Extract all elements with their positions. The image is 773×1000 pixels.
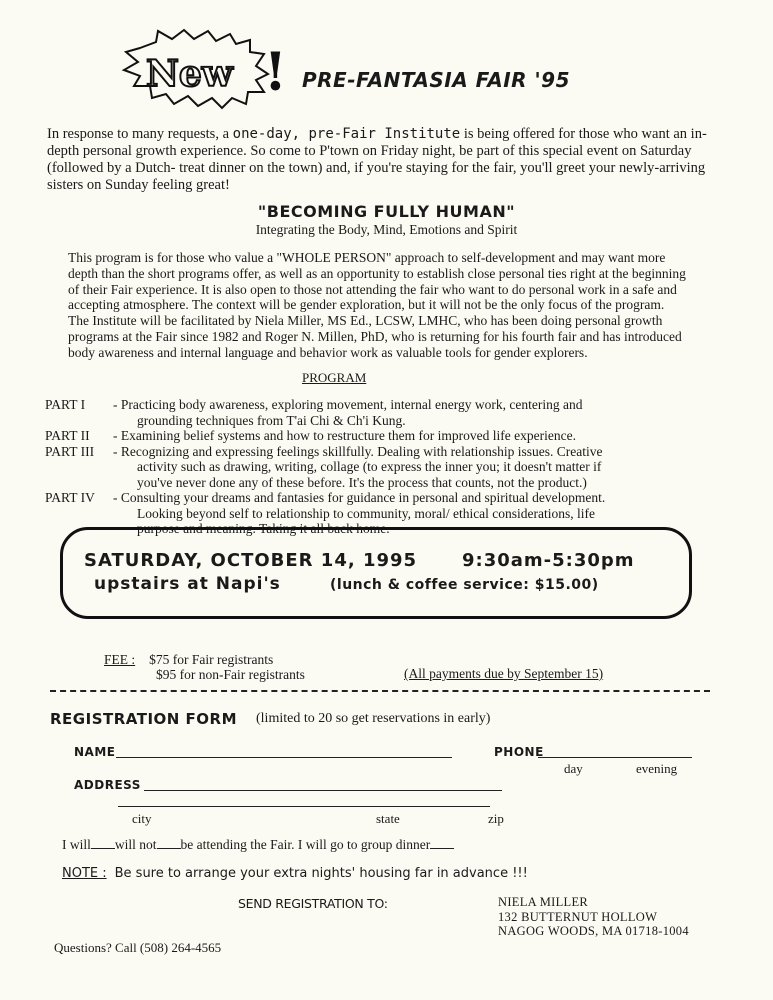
fee-block bbox=[104, 652, 305, 682]
part-label: PART IV bbox=[45, 490, 95, 505]
part-label: PART III bbox=[45, 443, 95, 459]
cut-line bbox=[50, 690, 710, 692]
intro-text-b: is being offered for those who want an in-depth personal growth experience. So come to P'town on Friday night, be part of this special event on Saturday (followed by a Dutch- treat dinner on the town) and, if you're staying for the fair, you'll greet your newly-arriving sisters on Sunday feeling great! bbox=[47, 126, 707, 193]
phone-evening-label: evening bbox=[636, 761, 678, 776]
city-label: city bbox=[132, 811, 152, 826]
registration-note: (limited to 20 so get reservations in early) bbox=[256, 711, 491, 726]
state-label: state bbox=[376, 811, 400, 826]
program-part-3 bbox=[45, 444, 685, 491]
part-line: Looking beyond self to relationship to community, moral/ ethical considerations, life bbox=[137, 505, 596, 521]
program-paragraph-2: The Institute will be facilitated by Niela Miller, MS Ed., LCSW, LMHC, who has been doing personal growth programs at the Fair since 1982 and Roger N. Millen, PhD, who is returning for his fourth fair and has introduced body awareness and internal language and behavior work as valuable tools for gender explorers. bbox=[68, 313, 682, 360]
questions-contact: Questions? Call (508) 264-4565 bbox=[54, 940, 222, 955]
program-parts bbox=[45, 397, 685, 537]
new-badge-text: New bbox=[146, 53, 233, 95]
phone-day-label: day bbox=[564, 761, 583, 776]
address-field-2[interactable] bbox=[118, 806, 490, 807]
payment-due: (All payments due by September 15) bbox=[404, 666, 604, 681]
mailing-address bbox=[498, 895, 689, 939]
exclaim-mark: ! bbox=[264, 42, 287, 103]
event-time: 9:30am-5:30pm bbox=[462, 550, 635, 571]
address-line-3: NAGOG WOODS, MA 01718-1004 bbox=[498, 924, 689, 938]
attend-will-not: will not bbox=[114, 837, 157, 852]
intro-highlight: one-day, pre-Fair Institute bbox=[232, 126, 461, 142]
part-label: PART I bbox=[45, 397, 86, 412]
address-field[interactable] bbox=[144, 790, 502, 791]
fee-label: FEE : bbox=[104, 652, 136, 667]
attend-will-not-blank[interactable] bbox=[157, 847, 181, 849]
part-line: activity such as drawing, writing, collage (to express the inner you; it doesn't matter if bbox=[137, 459, 602, 474]
part-line: - Examining belief systems and how to restructure them for improved life experience. bbox=[113, 428, 576, 443]
name-field[interactable] bbox=[116, 757, 452, 758]
event-date: SATURDAY, OCTOBER 14, 1995 bbox=[84, 550, 418, 571]
dinner-blank[interactable] bbox=[430, 847, 454, 849]
event-box bbox=[60, 527, 692, 619]
note-text: Be sure to arrange your extra nights' housing far in advance !!! bbox=[114, 866, 528, 881]
attend-will: I will bbox=[62, 837, 91, 852]
housing-note bbox=[62, 866, 528, 881]
phone-label: PHONE bbox=[494, 745, 544, 759]
part-line: - Recognizing and expressing feelings skillfully. Dealing with relationship issues. Creative bbox=[113, 443, 603, 459]
part-line: grounding techniques from T'ai Chi & Ch'i Kung. bbox=[137, 412, 406, 428]
program-description bbox=[68, 250, 688, 361]
intro-text-a: In response to many requests, a bbox=[47, 126, 233, 142]
attendance-line bbox=[62, 837, 454, 853]
program-part-2 bbox=[45, 428, 685, 444]
section-subheading: Integrating the Body, Mind, Emotions and Spirit bbox=[255, 222, 518, 237]
zip-label: zip bbox=[488, 811, 504, 826]
new-starburst-logo bbox=[118, 28, 298, 110]
page-title: PRE-FANTASIA FAIR '95 bbox=[302, 68, 570, 92]
attend-will-blank[interactable] bbox=[91, 847, 115, 849]
part-line: you've never done any of these before. It's the process that counts, not the product.) bbox=[137, 474, 587, 490]
address-line-2: 132 BUTTERNUT HOLLOW bbox=[498, 909, 658, 924]
phone-field[interactable] bbox=[538, 757, 692, 758]
event-lunch: (lunch & coffee service: $15.00) bbox=[330, 577, 599, 593]
program-paragraph-1: This program is for those who value a "WHOLE PERSON" approach to self-development and may want more depth than the short programs offer, as well as an opportunity to establish close personal ties right at the beginning of their Fair experience. It is also open to those not attending the fair who want to do personal work in a safe and accepting atmosphere. The context will be gender exploration, but it will not be the only focus of the program. bbox=[68, 250, 686, 313]
intro-paragraph bbox=[47, 126, 727, 194]
attend-dinner: be attending the Fair. I will go to group dinner bbox=[180, 837, 431, 852]
program-heading: PROGRAM bbox=[302, 370, 367, 385]
fee-line-1: $75 for Fair registrants bbox=[149, 652, 274, 667]
section-heading: "BECOMING FULLY HUMAN" bbox=[257, 202, 516, 221]
part-label: PART II bbox=[45, 428, 90, 443]
send-registration-label: SEND REGISTRATION TO: bbox=[238, 896, 388, 911]
fee-line-2: $95 for non-Fair registrants bbox=[156, 667, 305, 682]
part-line: purpose and meaning. Taking it all back home. bbox=[137, 521, 390, 536]
name-label: NAME bbox=[74, 745, 116, 759]
address-line-1: NIELA MILLER bbox=[498, 895, 589, 909]
note-label: NOTE : bbox=[62, 866, 107, 881]
part-line: - Consulting your dreams and fantasies for guidance in personal and spiritual development. bbox=[113, 490, 606, 505]
address-label: ADDRESS bbox=[74, 778, 141, 792]
part-line: - Practicing body awareness, exploring movement, internal energy work, centering and bbox=[113, 397, 583, 412]
program-part-1 bbox=[45, 397, 685, 428]
registration-title: REGISTRATION FORM bbox=[50, 710, 238, 728]
event-location: upstairs at Napi's bbox=[94, 574, 281, 594]
